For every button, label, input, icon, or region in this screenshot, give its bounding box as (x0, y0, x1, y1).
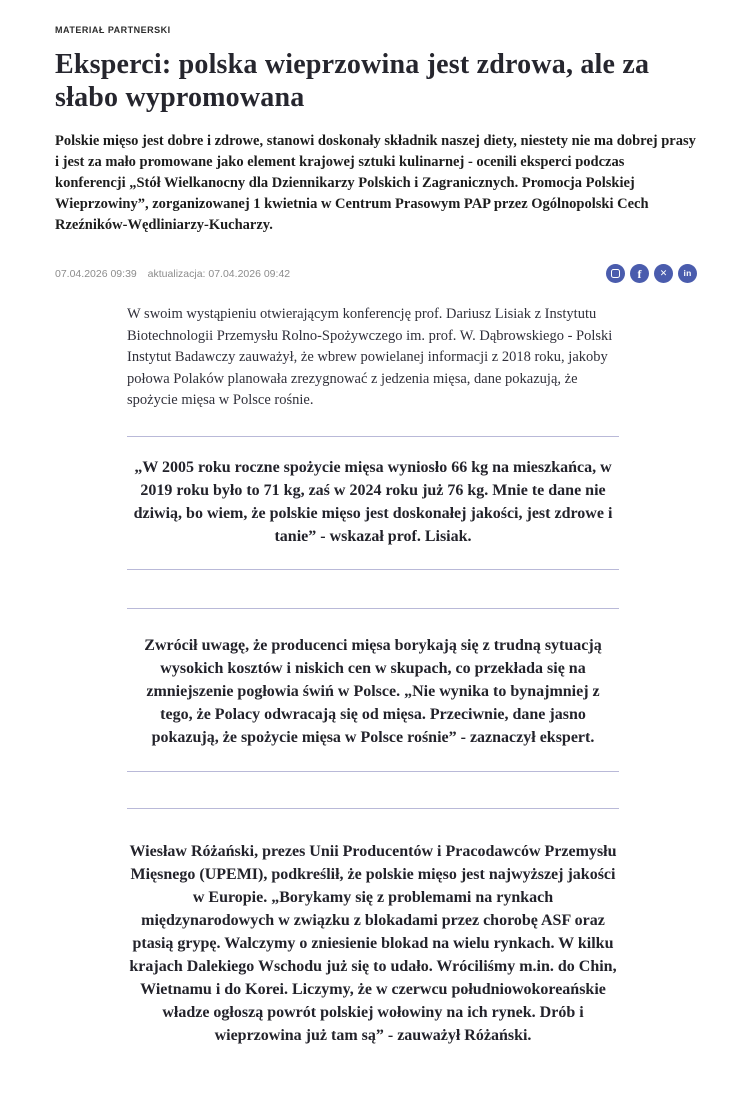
update-label: aktualizacja: (147, 267, 206, 280)
quote-block (127, 608, 619, 772)
linkedin-share-button[interactable] (678, 264, 697, 283)
publish-dates (55, 268, 290, 280)
x-share-button[interactable] (654, 264, 673, 283)
quote-block (127, 436, 619, 570)
body-paragraph: W swoim wystąpieniu otwierającym konferencję prof. Dariusz Lisiak z Instytutu Biotechnologii Przemysłu Rolno-Spożywczego im. prof. W. Dąbrowskiego - Polski Instytut Badawczy zauważył, że wbrew powielanej informacji z 2018 roku, jakoby połowa Polaków planowała zrezygnować z jedzenia mięsa, dane pokazują, że spożycie mięsa w Polsce rośnie. (127, 306, 613, 408)
meta-row (55, 264, 697, 283)
facebook-icon: f (637, 266, 642, 281)
article-lead: Polskie mięso jest dobre i zdrowe, stanowi doskonały składnik naszej diety, niestety nie ma dobrej prasy i jest za mało promowane jako element krajowej sztuki kulinarnej - ocenili eksperci podczas konferencji „Stół Wielkanocny dla Dziennikarzy Polskich i Zagranicznych. Promocja Polskiej Wieprzowiny”, zorganizowanej 1 kwietnia w Centrum Prasowym PAP przez Ogólnopolski Cech Rzeźników-Wędliniarzy-Kucharzy. (55, 133, 696, 233)
copy-link-button[interactable] (606, 264, 625, 283)
article-title: Eksperci: polska wieprzowina jest zdrowa, ale za słabo wypromowana (55, 49, 650, 113)
quote-block (127, 808, 619, 1047)
facebook-share-button[interactable] (630, 264, 649, 283)
x-icon: ✕ (659, 268, 668, 278)
quote-text: Wiesław Różański, prezes Unii Producentów i Pracodawców Przemysłu Mięsnego (UPEMI), podkreślił, że polskie mięso jest najwyższej jakości w Europie. „Borykamy się z problemami na rynkach międzynarodowych w związku z blokadami przez chorobę ASF oraz ptasią grypę. Walczymy o zniesienie blokad na wielu rynkach. W kilku krajach Dalekiego Wschodu już się to udało. Wróciliśmy m.in. do Chin, Wietnamu i do Korei. Liczymy, że w czerwcu południowokoreańskie władze ogłoszą powrót polskiej wołowiny na ich rynek. Drób i wieprzowina już tam są” - zauważył Różański. (129, 842, 617, 1044)
partner-material-label: MATERIAŁ PARTNERSKI (55, 25, 171, 35)
update-date: 07.04.2026 09:42 (208, 267, 291, 280)
publish-date: 07.04.2026 09:39 (55, 267, 137, 280)
article-body (127, 304, 619, 1047)
share-buttons (606, 264, 697, 283)
quote-text: „W 2005 roku roczne spożycie mięsa wyniosło 66 kg na mieszkańca, w 2019 roku było to 71 kg, zaś w 2024 roku już 76 kg. Mnie te dane nie dziwią, bo wiem, że polskie mięso jest doskonałej jakości, jest zdrowe i tanie” - wskazał prof. Lisiak. (133, 458, 613, 545)
linkedin-icon: in (683, 268, 692, 279)
copy-link-icon (611, 269, 620, 278)
quote-text: Zwrócił uwagę, że producenci mięsa borykają się z trudną sytuacją wysokich kosztów i niskich cen w skupach, co przekłada się na zmniejszenie pogłowia świń w Polsce. „Nie wynika to bynajmniej z tego, że Polacy odwracają się od mięsa. Przeciwnie, dane jasno pokazują, że spożycie mięsa w Polsce rośnie” - zaznaczył ekspert. (144, 636, 602, 746)
